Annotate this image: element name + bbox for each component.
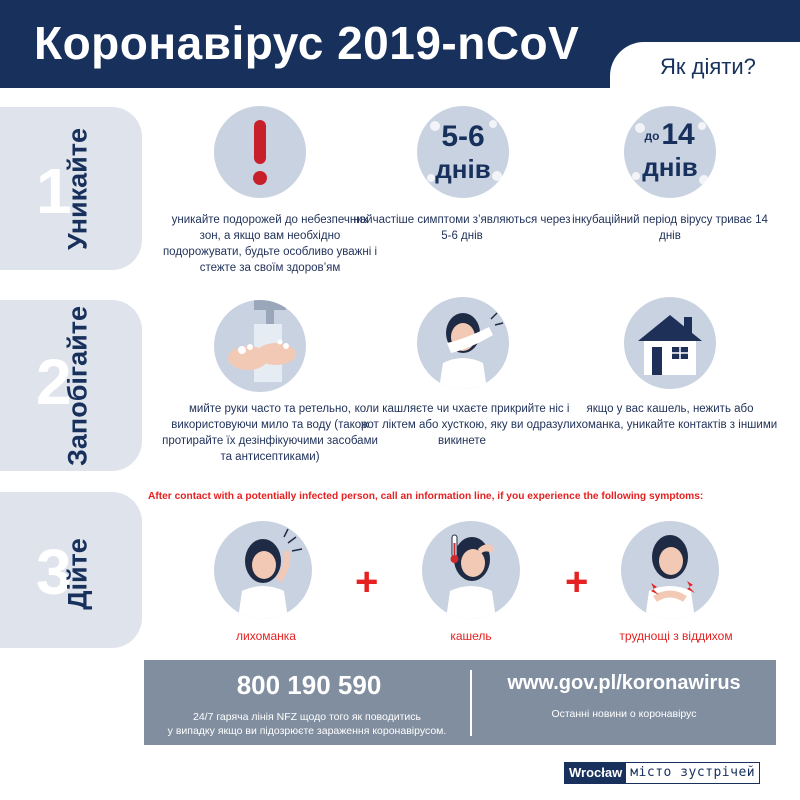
step-2-caption-1: мийте руки часто та ретельно, використовуючи мило та воду (також протирайте їх дезінфікуючими засобами та антисептиками): [162, 403, 378, 463]
badge-5-6: 5-6: [441, 120, 485, 153]
thermometer-woman-icon: [422, 521, 520, 619]
step-2-caption-2: коли кашляєте чи чхаєте прикрийте ніс і рот ліктем або хусткою, яку ви одразу викинете: [354, 403, 570, 447]
step-2-verb: Запобігайте: [62, 305, 93, 467]
gov-link-description: Останні новини о коронавірус: [551, 708, 697, 720]
page-subtitle: Як діяти?: [660, 54, 756, 79]
cough-elbow-icon: [417, 297, 509, 389]
info-divider: [470, 670, 472, 736]
step-1-band: [0, 107, 142, 270]
step-3-band: [0, 492, 142, 648]
symptom-label-3: труднощі з віддихом: [619, 629, 733, 643]
house-icon: [624, 297, 716, 389]
step-2-band: [0, 300, 142, 471]
virus-days-icon-14: [624, 106, 716, 198]
step-2-number: 2: [36, 346, 72, 418]
handwash-icon: [214, 300, 306, 392]
step-1-caption-2: найчастіше симптоми з’являються через 5-6 днів: [353, 214, 571, 242]
logo-brand: Wrocław: [565, 763, 626, 783]
badge-do: до: [644, 129, 660, 143]
hotline-description-line-2: у випадку якщо ви підозрюєте зараження коронавірусом.: [167, 725, 447, 737]
logo-slogan: місто зустрічей: [626, 763, 759, 783]
breathing-woman-icon: [621, 521, 719, 619]
info-bar: [144, 660, 776, 745]
step-1-caption-1: уникайте подорожей до небезпечних зон, а якщо вам необхідно подорожувати, будьте особливо уважні і стежте за своїм здоров’ям: [162, 214, 378, 274]
hotline-phone[interactable]: 800 190 590: [236, 670, 382, 700]
exclamation-icon: [214, 106, 306, 198]
badge-days-14: днів: [642, 152, 698, 182]
step-1-number: 1: [36, 155, 72, 227]
step-3-verb: Дійте: [62, 538, 93, 610]
plus-sign-2: +: [565, 560, 589, 604]
plus-sign-1: +: [355, 560, 379, 604]
symptom-label-2: кашель: [450, 629, 492, 643]
hotline-description: [144, 710, 470, 738]
hotline-description-line-1: 24/7 гаряча лінія NFZ щодо того як поводитись: [192, 711, 422, 723]
step-1-verb: Уникайте: [62, 127, 93, 251]
virus-days-icon: [417, 106, 509, 198]
step-2-caption-3: якщо у вас кашель, нежить або лихоманка, уникайте контактів з іншими: [562, 403, 778, 431]
fever-woman-icon: [214, 521, 312, 619]
page-title: Коронавірус 2019-nCoV: [34, 17, 580, 69]
step-1-caption-3: інкубаційний період вірусу триває 14 днів: [572, 214, 768, 242]
step-3-number: 3: [36, 536, 72, 608]
gov-link[interactable]: www.gov.pl/koronawirus: [507, 672, 741, 694]
badge-days: днів: [435, 154, 491, 184]
badge-14: 14: [661, 118, 695, 151]
symptom-label-1: лихоманка: [236, 629, 296, 643]
symptoms-note: After contact with a potentially infected person, call an information line, if you experience the following symptoms:: [148, 491, 704, 502]
subtitle-tab: [610, 42, 800, 102]
wroclaw-logo: [564, 762, 760, 784]
